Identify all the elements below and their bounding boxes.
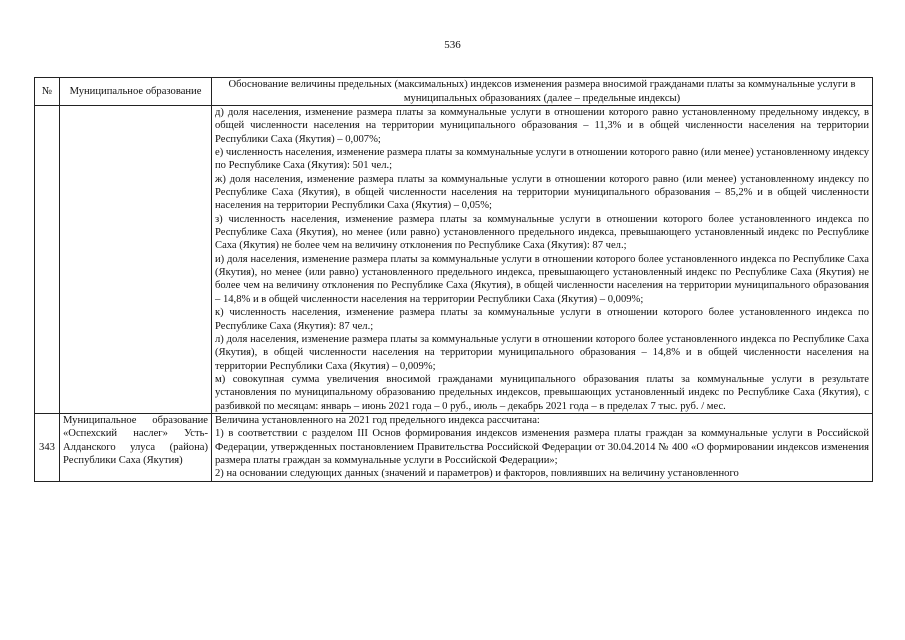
paragraph: 1) в соответствии с разделом III Основ формирования индексов изменения размера платы граждан за коммунальные услуги в Российской Федерации, утвержденных постановлением Правительства Российской Федерации от 30.04.2014 № 400 «О формировании индексов изменения размера платы граждан за коммунальные услуги в Российской Федерации»;	[215, 428, 869, 466]
paragraph: л) доля населения, изменение размера платы за коммунальные услуги в отношении которого более установленного индекса по Республике Саха (Якутия), в общей численности населения на территории муниципального образования – 14,8% и в общей численности населения на территории Республики Саха (Якутия) – 0,009%;	[215, 333, 869, 372]
page-number: 536	[444, 39, 461, 51]
row-number	[35, 106, 60, 414]
row-municipality	[60, 106, 212, 414]
paragraph: м) совокупная сумма увеличения вносимой гражданами муниципального образования платы за коммунальные услуги в результате установления по муниципальному образованию предельных индексов, превышающих установленный индекс по Республике Саха (Якутия), с разбивкой по месяцам: январь – июнь 2021 года – 0 руб., июль – декабрь 2021 года – в пределах 7 тыс. руб. / мес.	[215, 373, 869, 412]
paragraph: Величина установленного на 2021 год предельного индекса рассчитана:	[215, 414, 540, 426]
paragraph: д) доля населения, изменение размера платы за коммунальные услуги в отношении которого равно установленному предельному индексу, в общей численности населения на территории муниципального образования – 11,3% и в общей численности населения на территории Республики Саха (Якутия) – 0,007%;	[215, 107, 869, 145]
paragraph: 2) на основании следующих данных (значений и параметров) и факторов, повлиявших на величину установленного	[215, 468, 739, 480]
header-number: №	[35, 78, 60, 106]
table-row	[35, 413, 873, 481]
row-justification	[212, 106, 873, 414]
justification-table	[34, 77, 873, 482]
row-number: 343	[35, 413, 60, 481]
paragraph: к) численность населения, изменение размера платы за коммунальные услуги в отношении которого более установленного индекса по Республике Саха (Якутия): 87 чел.;	[215, 307, 869, 332]
table-row	[35, 106, 873, 414]
header-justification: Обоснование величины предельных (максимальных) индексов изменения размера вносимой гражданами платы за коммунальные услуги в муниципальных образованиях (далее – предельные индексы)	[212, 78, 873, 106]
row-municipality: Муниципальное образование «Оспехский наслег» Усть-Алданского улуса (района) Республики Саха (Якутия)	[60, 413, 212, 481]
row-justification	[212, 413, 873, 481]
paragraph: ж) доля населения, изменение размера платы за коммунальные услуги в отношении которого равно (или менее) установленному индексу по Республике Саха (Якутия), в общей численности населения на территории муниципального образования – 85,2% и в общей численности населения на территории Республики Саха (Якутия) – 0,05%;	[215, 173, 869, 212]
header-municipality: Муниципальное образование	[60, 78, 212, 106]
table-header-row	[35, 78, 873, 106]
paragraph: е) численность населения, изменение размера платы за коммунальные услуги в отношении которого равно (или менее) установленному индексу по Республике Саха (Якутия): 501 чел.;	[215, 147, 869, 172]
paragraph: з) численность населения, изменение размера платы за коммунальные услуги в отношении которого более установленного индекса по Республике Саха (Якутия), но менее (или равно) установленного предельного индекса, превышающего установленный индекс по Республике Саха (Якутия) не более чем на величину отклонения по Республике Саха (Якутия): 87 чел.;	[215, 213, 869, 252]
paragraph: и) доля населения, изменение размера платы за коммунальные услуги в отношении которого более установленного индекса по Республике Саха (Якутия), но менее (или равно) установленного предельного индекса, превышающего установленный индекс по Республике Саха (Якутия) не более чем на величину отклонения по Республике Саха (Якутия), в общей численности населения на территории муниципального образования – 14,8% и в общей численности населения на территории Республики Саха (Якутия) – 0,009%;	[215, 253, 869, 305]
